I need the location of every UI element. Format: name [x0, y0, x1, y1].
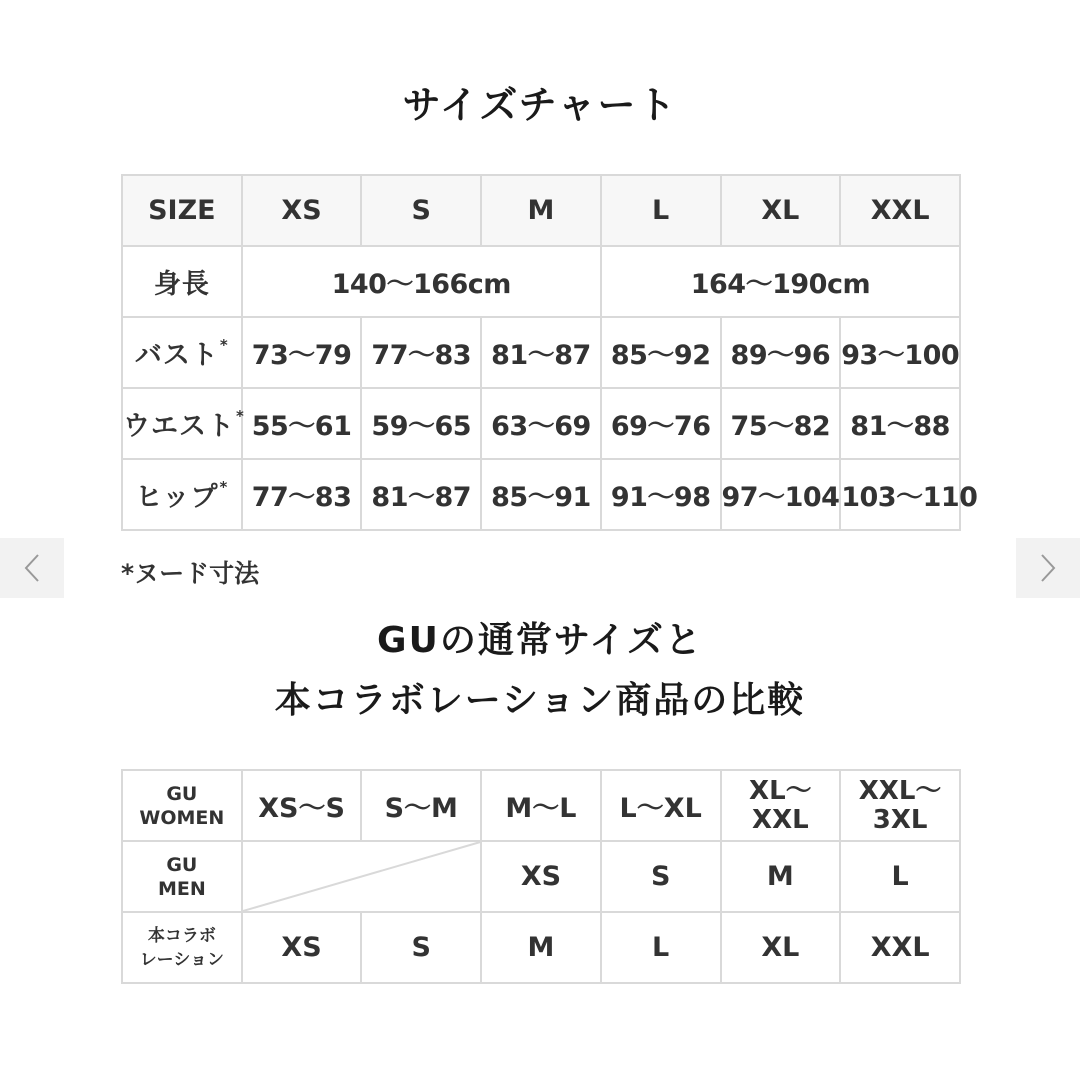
- collab-size-cell: XL: [721, 912, 841, 983]
- collab-size-cell: S: [361, 912, 481, 983]
- page-title: サイズチャート: [402, 83, 678, 127]
- nude-measurement-note: *ヌード寸法: [121, 559, 260, 588]
- men-size-cell: S: [601, 841, 721, 912]
- next-button[interactable]: [1016, 538, 1080, 598]
- bust-row: [122, 317, 960, 388]
- measure-cell: 59〜65: [361, 388, 481, 459]
- comparison-title-line2: 本コラボレーション商品の比較: [274, 680, 806, 721]
- measure-cell: 77〜83: [242, 459, 362, 530]
- measure-cell: 81〜88: [840, 388, 960, 459]
- chevron-left-icon: [23, 553, 41, 583]
- diagonal-line: [243, 842, 480, 911]
- row-label-text: ヒップ: [135, 482, 219, 513]
- size-comparison-table: [121, 769, 961, 984]
- measure-cell: 103〜110: [840, 459, 960, 530]
- measure-cell: 69〜76: [601, 388, 721, 459]
- collab-size-cell: L: [601, 912, 721, 983]
- label-line: MEN: [157, 877, 206, 900]
- asterisk-mark: *: [236, 407, 245, 425]
- label-line: GU: [166, 853, 198, 876]
- measure-cell: 63〜69: [481, 388, 601, 459]
- row-label-height: 身長: [122, 246, 242, 317]
- size-header-cell: SIZE: [122, 175, 242, 246]
- size-header-cell: M: [481, 175, 601, 246]
- gu-men-row: [122, 841, 960, 912]
- size-chart-table: [121, 174, 978, 531]
- measure-cell: 73〜79: [242, 317, 362, 388]
- prev-button[interactable]: [0, 538, 64, 598]
- measure-cell: 81〜87: [361, 459, 481, 530]
- row-label-collab: [122, 912, 242, 983]
- size-header-cell: S: [361, 175, 481, 246]
- size-header-cell: L: [601, 175, 721, 246]
- collab-size-cell: M: [481, 912, 601, 983]
- height-range-cell: 164〜190cm: [601, 246, 960, 317]
- measure-cell: 77〜83: [361, 317, 481, 388]
- men-size-cell: L: [840, 841, 960, 912]
- measure-cell: 85〜91: [481, 459, 601, 530]
- collab-size-cell: XS: [242, 912, 362, 983]
- gu-women-row: [122, 770, 960, 841]
- size-line: XXL〜: [858, 775, 942, 806]
- label-line: GU: [166, 782, 198, 805]
- size-header-row: [122, 175, 960, 246]
- label-line: WOMEN: [139, 806, 225, 829]
- measure-cell: 81〜87: [481, 317, 601, 388]
- women-size-cell: L〜XL: [601, 770, 721, 841]
- row-label-gu-women: [122, 770, 242, 841]
- women-size-cell: XS〜S: [242, 770, 362, 841]
- measure-cell: 89〜96: [721, 317, 841, 388]
- row-label-text: ウエスト: [123, 411, 235, 442]
- label-line: レーション: [139, 949, 225, 970]
- hip-row: [122, 459, 960, 530]
- asterisk-mark: *: [219, 478, 229, 496]
- collab-size-cell: XXL: [840, 912, 960, 983]
- row-label-gu-men: [122, 841, 242, 912]
- size-header-cell: XXL: [840, 175, 960, 246]
- row-label-waist: [122, 388, 245, 459]
- comparison-title-line1: GUの通常サイズと: [377, 620, 703, 661]
- measure-cell: 93〜100: [840, 317, 960, 388]
- size-header-cell: XL: [721, 175, 841, 246]
- size-header-cell: XS: [242, 175, 362, 246]
- collab-row: [122, 912, 960, 983]
- height-row: [122, 246, 960, 317]
- empty-diagonal-cell: [242, 841, 481, 912]
- chevron-right-icon: [1039, 553, 1057, 583]
- label-line: 本コラボ: [147, 925, 216, 946]
- waist-row: [122, 388, 960, 459]
- row-label-text: バスト: [134, 340, 219, 371]
- women-size-cell: M〜L: [481, 770, 601, 841]
- measure-cell: 85〜92: [601, 317, 721, 388]
- men-size-cell: M: [721, 841, 841, 912]
- measure-cell: 97〜104: [721, 459, 841, 530]
- measure-cell: 75〜82: [721, 388, 841, 459]
- size-line: 3XL: [872, 804, 928, 835]
- measure-cell: 55〜61: [242, 388, 362, 459]
- asterisk-mark: *: [219, 336, 229, 354]
- women-size-cell: [840, 770, 960, 841]
- women-size-cell: S〜M: [361, 770, 481, 841]
- men-size-cell: XS: [481, 841, 601, 912]
- measure-cell: 91〜98: [601, 459, 721, 530]
- row-label-bust: [122, 317, 242, 388]
- height-range-cell: 140〜166cm: [242, 246, 601, 317]
- size-line: XL〜: [749, 775, 812, 806]
- women-size-cell: [721, 770, 841, 841]
- row-label-hip: [122, 459, 242, 530]
- size-line: XXL: [752, 804, 809, 835]
